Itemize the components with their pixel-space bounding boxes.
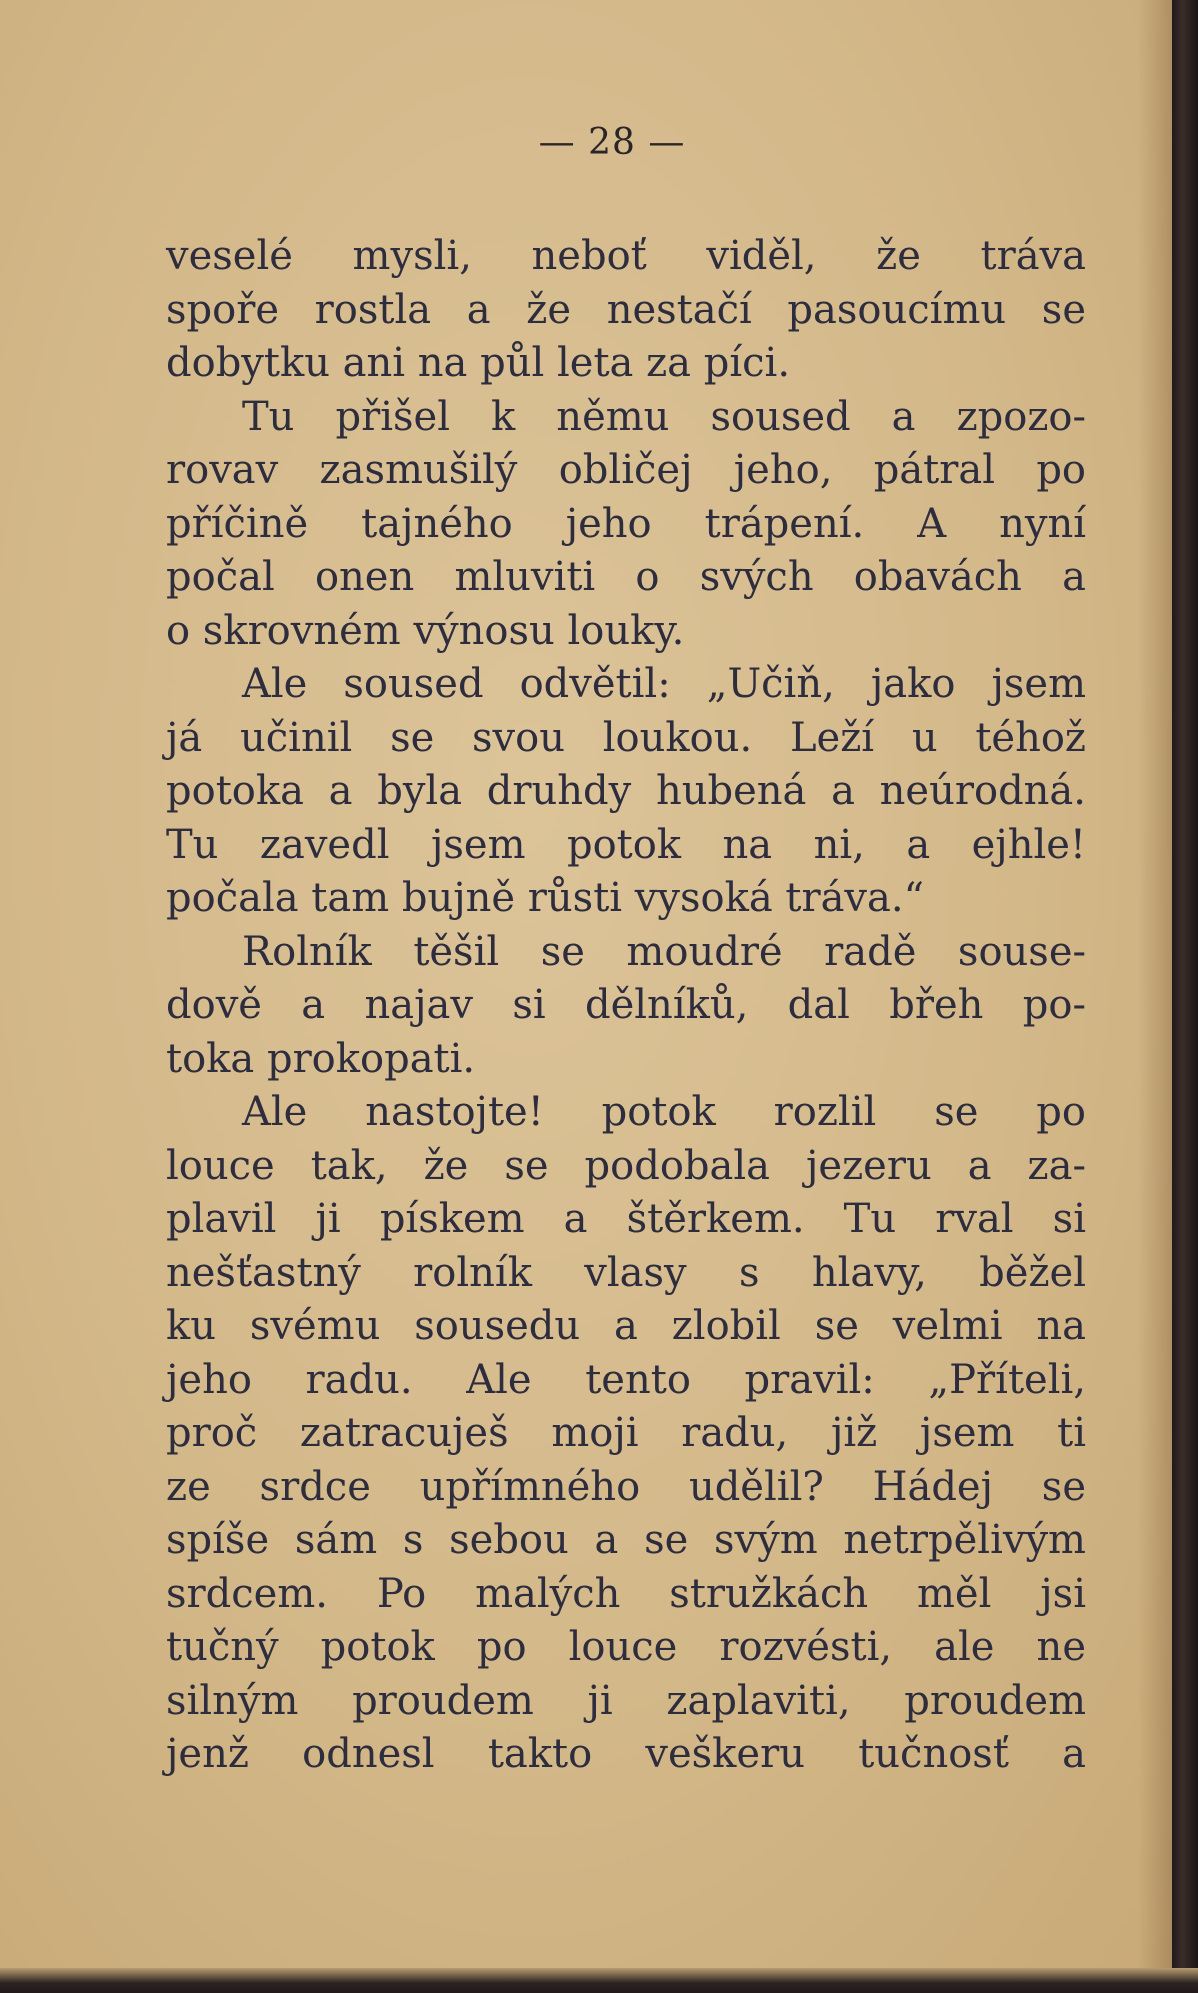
text-line: jenž odnesl takto veškeru tučnosť a bbox=[166, 1731, 1086, 1777]
text-line: potoka a byla druhdy hubená a neúrodná. bbox=[166, 768, 1086, 814]
text-line: veselé mysli, neboť viděl, že tráva bbox=[166, 233, 1086, 279]
page-number: — 28 — bbox=[538, 122, 686, 163]
text-line: plavil ji pískem a štěrkem. Tu rval si bbox=[166, 1196, 1086, 1242]
text-line: Tu zavedl jsem potok na ni, a ejhle! bbox=[166, 821, 1086, 868]
page-shadow bbox=[1138, 0, 1172, 1968]
text-line: Ale soused odvětil: „Učiň, jako jsem bbox=[242, 661, 1086, 707]
text-line: nešťastný rolník vlasy s hlavy, běžel bbox=[166, 1249, 1086, 1296]
text-line: dobytku ani na půl leta za píci. bbox=[166, 340, 791, 386]
text-line: silným proudem ji zaplaviti, proudem bbox=[166, 1677, 1086, 1724]
text-line: spoře rostla a že nestačí pasoucímu se bbox=[166, 286, 1086, 333]
body-text bbox=[166, 230, 1086, 1782]
text-line: louce tak, že se podobala jezeru a za- bbox=[166, 1142, 1086, 1189]
text-line: Tu přišel k němu soused a zpozo- bbox=[242, 393, 1086, 440]
page-bottom-edge bbox=[0, 1968, 1198, 1993]
book-spine-edge bbox=[1172, 0, 1198, 1993]
text-line: srdcem. Po malých stružkách měl jsi bbox=[166, 1570, 1086, 1617]
text-line: spíše sám s sebou a se svým netrpělivým bbox=[166, 1517, 1086, 1563]
text-line: jeho radu. Ale tento pravil: „Příteli, bbox=[166, 1356, 1086, 1403]
text-line: já učinil se svou loukou. Leží u téhož bbox=[166, 714, 1086, 761]
text-line: Ale nastojte! potok rozlil se po bbox=[242, 1089, 1086, 1135]
text-line: počala tam bujně růsti vysoká tráva.“ bbox=[166, 875, 925, 921]
text-line: dově a najav si dělníků, dal břeh po- bbox=[166, 982, 1086, 1028]
text-line: toka prokopati. bbox=[166, 1035, 476, 1082]
text-line: o skrovném výnosu louky. bbox=[166, 607, 685, 654]
text-line: tučný potok po louce rozvésti, ale ne bbox=[166, 1624, 1086, 1670]
text-line: proč zatracuješ moji radu, již jsem ti bbox=[166, 1410, 1086, 1456]
text-line: příčině tajného jeho trápení. A nyní bbox=[166, 500, 1086, 547]
text-line: Rolník těšil se moudré radě souse- bbox=[242, 928, 1086, 975]
text-line: rovav zasmušilý obličej jeho, pátral po bbox=[166, 447, 1086, 493]
text-line: počal onen mluviti o svých obavách a bbox=[166, 554, 1086, 600]
text-line: ku svému sousedu a zlobil se velmi na bbox=[166, 1303, 1086, 1349]
text-line: ze srdce upřímného udělil? Hádej se bbox=[166, 1463, 1086, 1510]
